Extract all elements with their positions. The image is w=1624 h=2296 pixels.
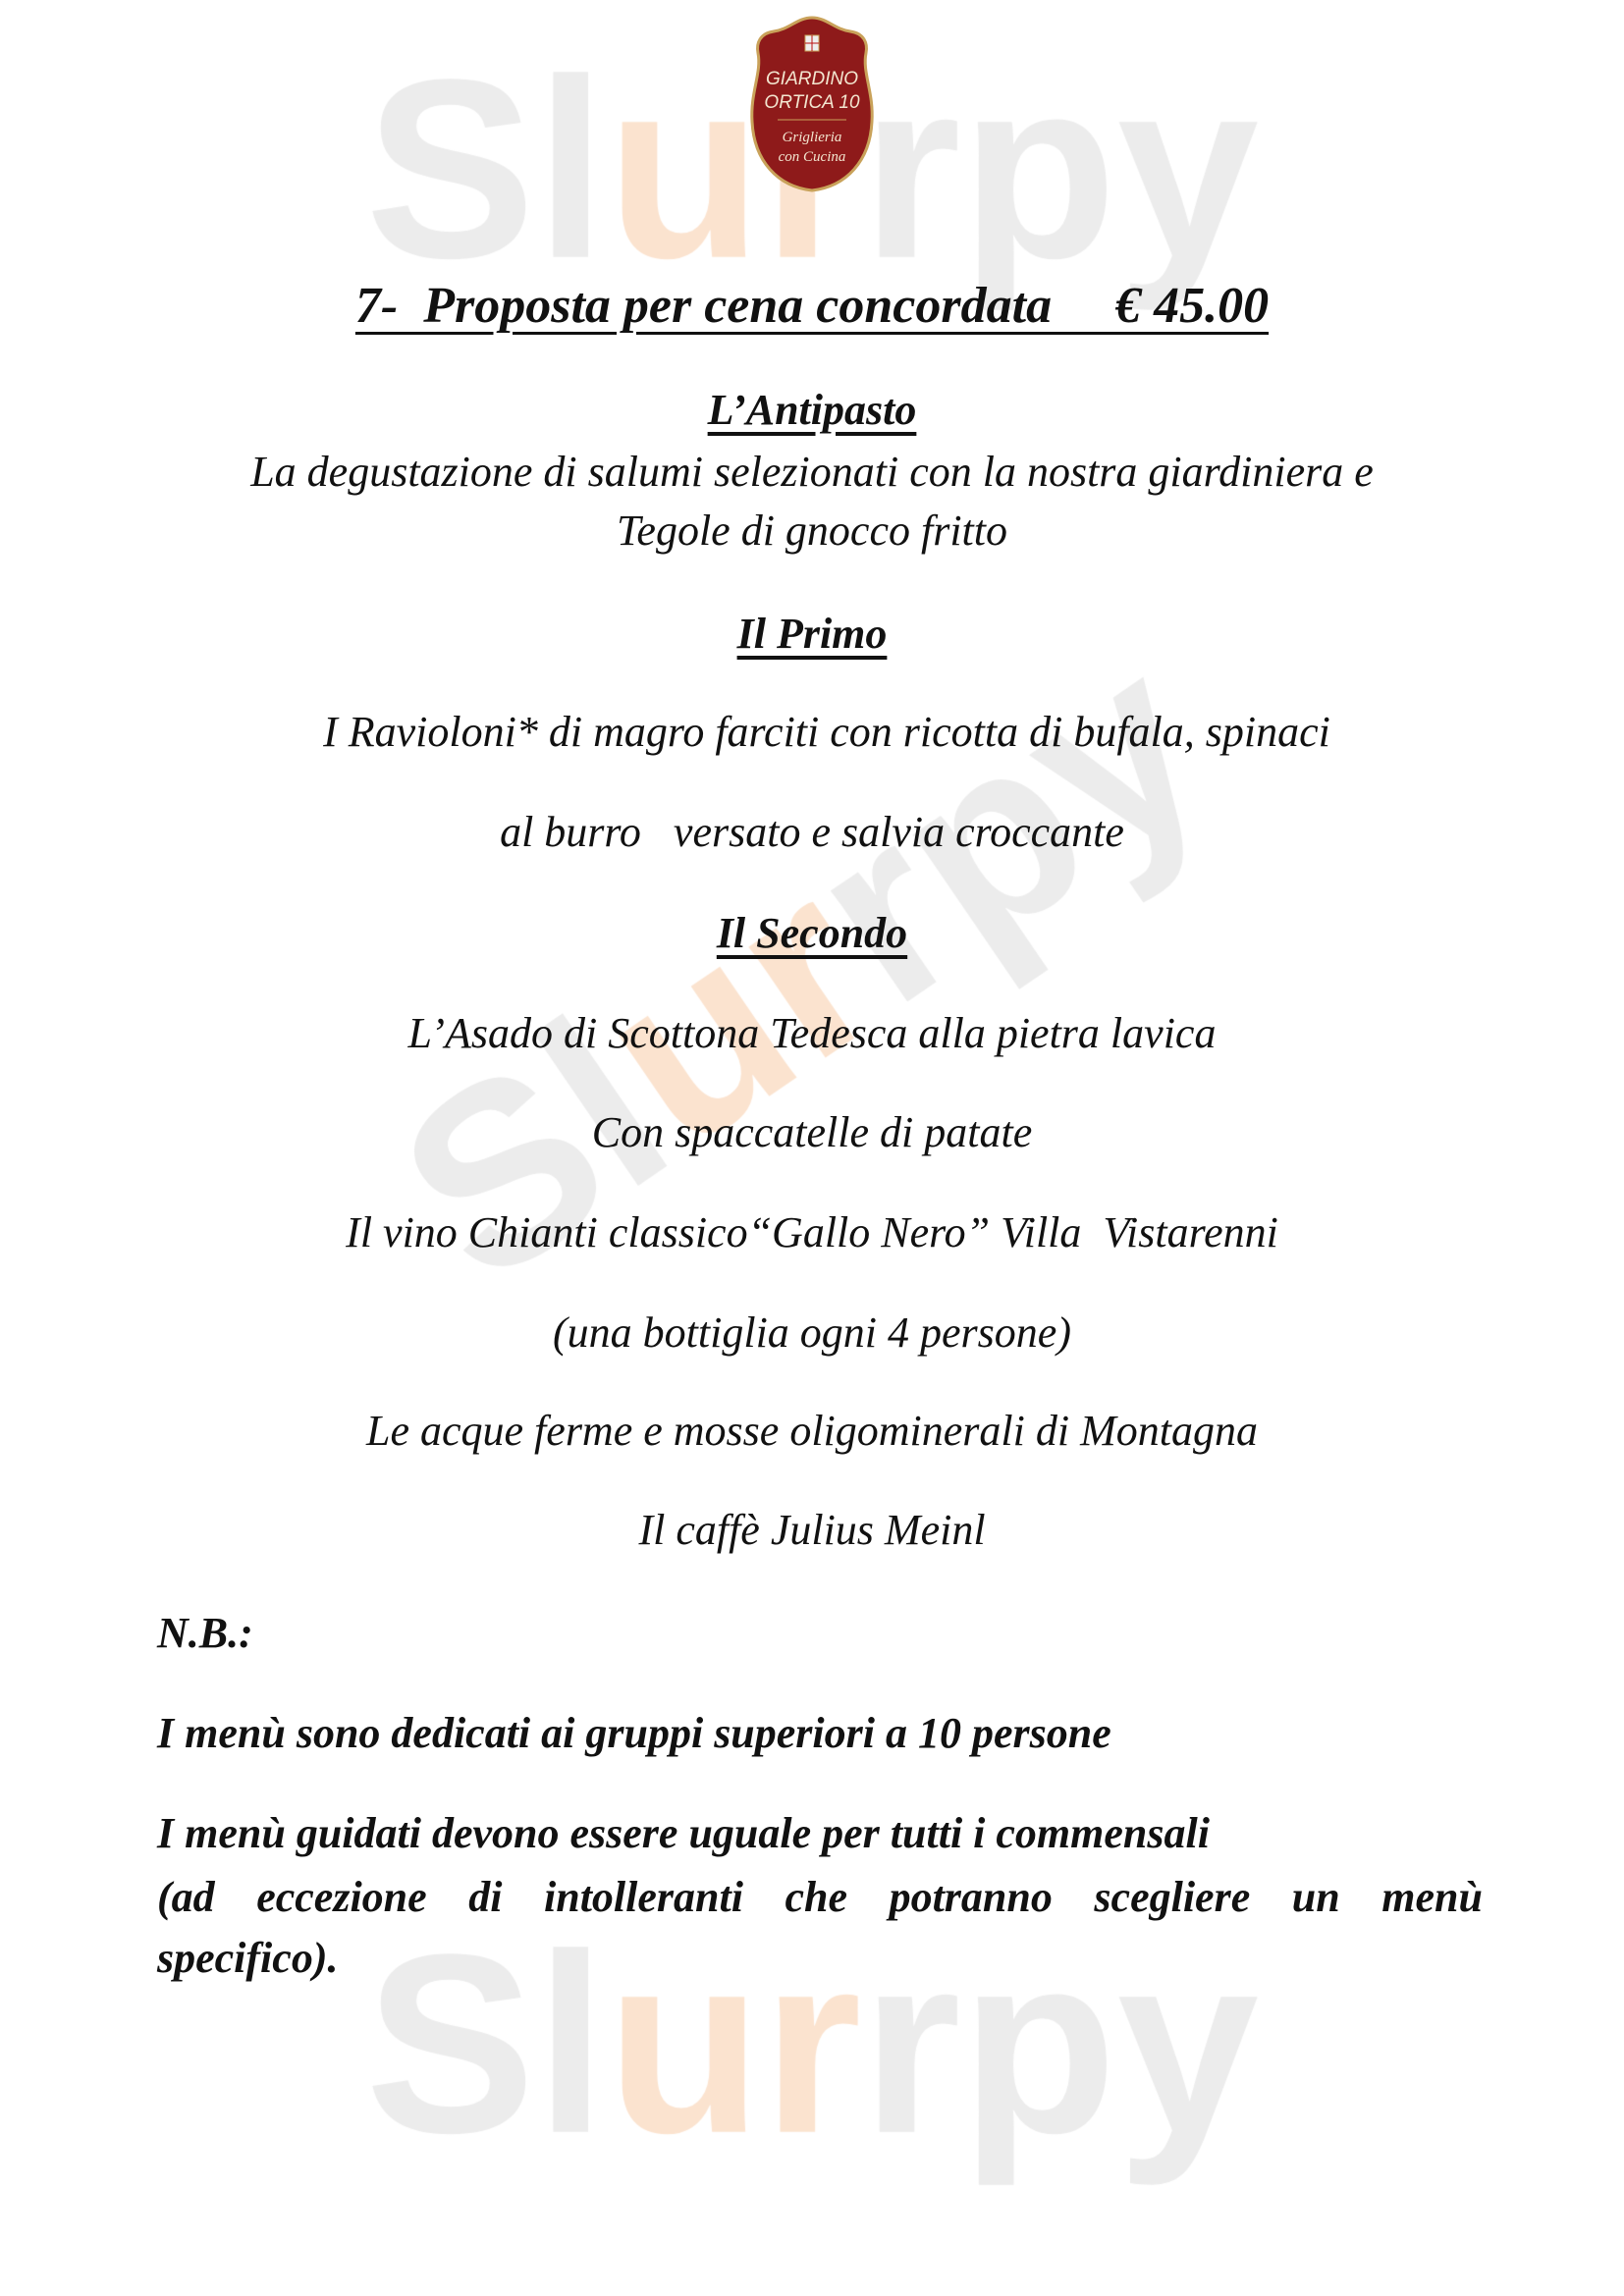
secondo-line: Il caffè Julius Meinl xyxy=(638,1506,986,1554)
restaurant-logo xyxy=(748,14,876,194)
note-item: I menù sono dedicati ai gruppi superiori a 10 persone xyxy=(157,1709,1111,1757)
primo-line: I Ravioloni* di magro farciti con ricotta di bufala, spinaci xyxy=(323,708,1330,756)
secondo-line: Le acque ferme e mosse oligominerali di Montagna xyxy=(366,1407,1258,1455)
section-heading-secondo: Il Secondo xyxy=(716,909,908,957)
note-item: I menù guidati devono essere uguale per tutti i commensali xyxy=(157,1809,1210,1857)
section-heading-primo: Il Primo xyxy=(736,610,888,658)
section-heading-antipasto: L’Antipasto xyxy=(707,386,917,434)
primo-line: al burro versato e salvia croccante xyxy=(500,808,1124,856)
secondo-line: Il vino Chianti classico“Gallo Nero” Villa Vistarenni xyxy=(346,1208,1278,1256)
secondo-line: Con spaccatelle di patate xyxy=(591,1108,1033,1156)
svg-text:con Cucina: con Cucina xyxy=(778,149,846,165)
menu-title xyxy=(0,277,1624,336)
svg-text:ORTICA 10: ORTICA 10 xyxy=(764,92,860,113)
svg-text:Griglieria: Griglieria xyxy=(782,130,842,145)
antipasto-line: Tegole di gnocco fritto xyxy=(616,507,1008,555)
menu-title-text: 7- Proposta per cena concordata € 45.00 xyxy=(354,278,1270,334)
secondo-line: (una bottiglia ogni 4 persone) xyxy=(553,1308,1071,1357)
notes-label: N.B.: xyxy=(157,1609,253,1657)
antipasto-line: La degustazione di salumi selezionati con la nostra giardiniera e xyxy=(250,448,1374,496)
secondo-line: L’Asado di Scottona Tedesca alla pietra lavica xyxy=(407,1009,1217,1057)
svg-text:GIARDINO: GIARDINO xyxy=(766,69,858,89)
note-item: (ad eccezione di intolleranti che potranno scegliere un menù specifico). xyxy=(157,1873,1483,1982)
